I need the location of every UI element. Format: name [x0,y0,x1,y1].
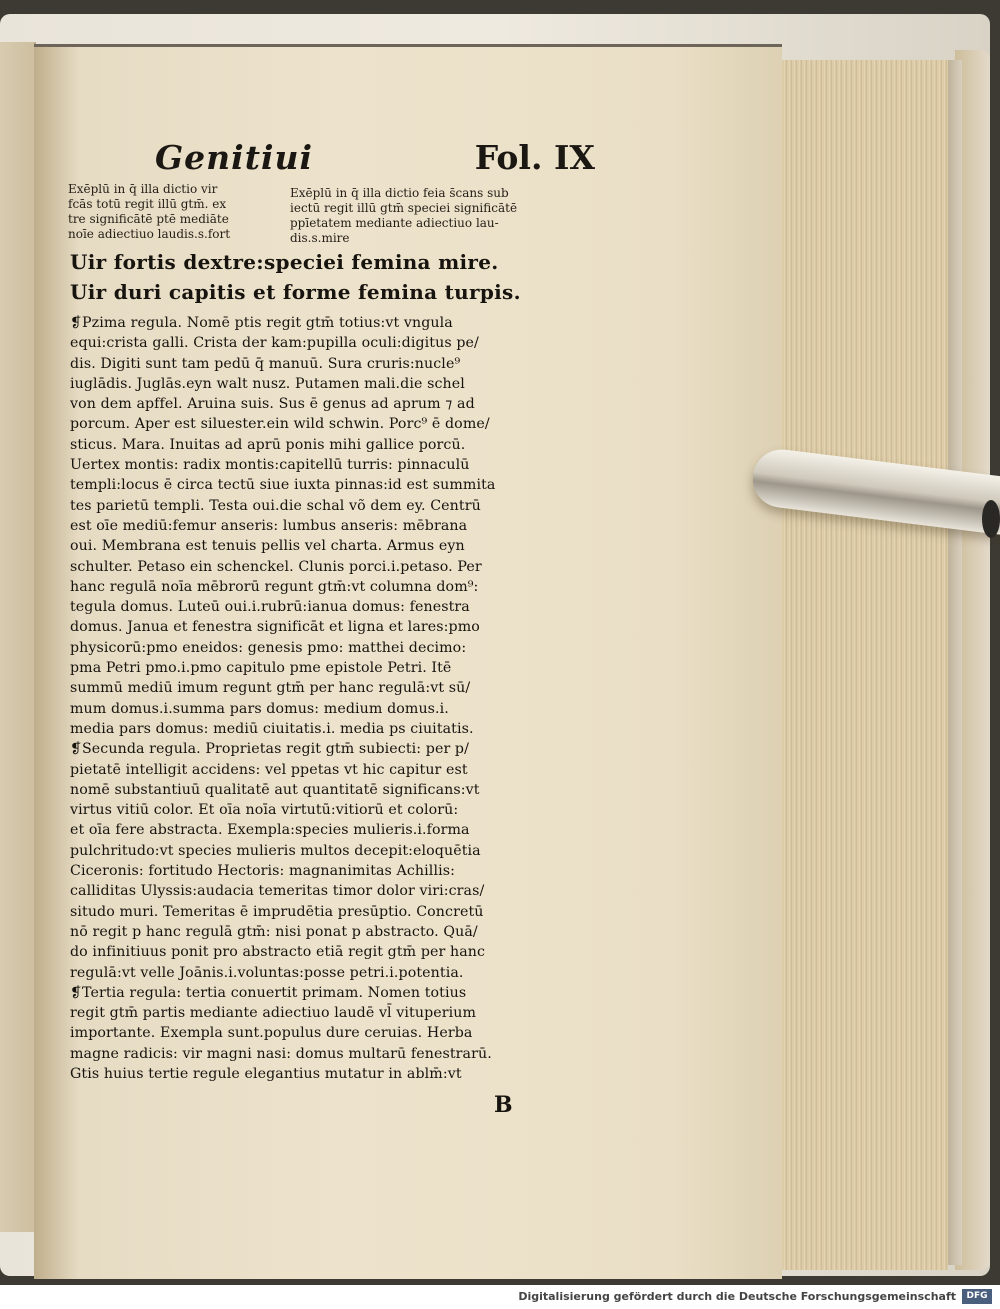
text-line: regit gtm̄ partis mediante adiectiuo laudē vl̄ vituperium [70,1005,477,1022]
text-line: pulchritudo:vt species mulieris multos decepit:eloquētia [70,842,481,859]
text-line: Ciceronis: fortitudo Hectoris: magnanimitas Achillis: [70,863,455,880]
text-line: porcum. Aper est siluester.ein wild schwin. Porc⁹ ē dome/ [70,416,490,433]
example-verse-1: Uir fortis dextre:speciei femina mire. [70,250,499,274]
text-line: pietatē intelligit accidens: vel ppetas vt hic capitur est [70,761,468,778]
page-block-shadow [948,60,962,1265]
text-line: Gtis huius tertie regule elegantius mutatur in ablm̄:vt [70,1065,462,1082]
text-line: ❡Pzima regula. Nomē ptis regit gtm̄ totius:vt vngula [70,315,453,331]
marginal-gloss-left [68,182,280,242]
text-line: nō regit p hanc regulā gtm̄: nisi ponat p abstracto. Quā/ [70,923,478,940]
text-line: mum domus.i.summa pars domus: medium domus.i. [70,700,449,717]
text-line: oui. Membrana est tenuis pellis vel charta. Armus eyn [70,538,465,555]
text-line: ❡Tertia regula: tertia conuertit primam. Nomen totius [70,984,467,1001]
text-line: do infinitiuus ponit pro abstracto etiā regit gtm̄ per hanc [70,944,486,961]
text-line: schulter. Petaso ein schenckel. Clunis porci.i.petaso. Per [70,558,482,575]
folio-number: Fol. IX [474,138,595,177]
text-line: magne radicis: vir magni nasi: domus multarū fenestrarū. [70,1045,492,1062]
gloss-line: tre significātē ptē mediāte [68,212,229,226]
text-line: nomē substantiuū qualitatē aut quantitatē significans:vt [70,781,480,798]
text-line: sticus. Mara. Inuitas ad aprū ponis mihi gallice porcū. [70,436,466,453]
text-line: von dem apffel. Aruina suis. Sus ē genus ad aprum ⁊ ad [70,396,475,413]
text-line: situdo muri. Temeritas ē imprudētia presūptio. Concretū [70,903,484,920]
text-line: Uertex montis: radix montis:capitellū turris: pinnaculū [70,457,470,474]
text-line: regulā:vt velle Joānis.i.voluntas:posse petri.i.potentia. [70,964,464,981]
gloss-line: fcās totū regit illū gtm̄. ex [68,197,227,211]
text-line: physicorū:pmo eneidos: genesis pmo: matthei decimo: [70,639,467,656]
text-line: domus. Janua et fenestra significāt et ligna et lares:pmo [70,619,480,636]
text-line: importante. Exempla sunt.populus dure ceruias. Herba [70,1025,473,1042]
text-line: tegula domus. Luteū oui.i.rubrū:ianua domus: fenestra [70,599,470,616]
text-line: hanc regulā noīa mēbrorū regunt gtm̄:vt columna dom⁹: [70,578,479,595]
signature-mark: B [494,1092,513,1118]
text-line: iuglādis. Juglās.eyn walt nusz. Putamen mali.die schel [70,375,465,392]
text-line: equi:crista galli. Crista der kam:pupilla oculi:digitus pe/ [70,335,479,352]
page-header [155,138,595,184]
gloss-line: Exēplū in q̄ illa dictio feia s̄cans sub [290,186,509,200]
facing-page-edge [0,42,36,1232]
funding-credit: Digitalisierung gefördert durch die Deutsche Forschungsgemeinschaft [518,1290,956,1303]
main-text-block [70,313,570,1084]
dfg-logo: DFG [962,1289,992,1304]
text-line: et oīa fere abstracta. Exempla:species mulieris.i.forma [70,822,470,839]
gloss-line: iectū regit illū gtm̄ speciei significātē [290,201,518,215]
text-line: ❡Secunda regula. Proprietas regit gtm̄ subiecti: per p/ [70,741,469,758]
text-line: media pars domus: mediū ciuitatis.i. media ps ciuitatis. [70,720,474,737]
gloss-line: Exēplū in q̄ illa dictio vir [68,182,218,196]
gloss-line: dis.s.mire [290,231,350,245]
gloss-line: ppīetatem mediante adiectiuo lau- [290,216,499,230]
text-line: templi:locus ē circa tectū siue iuxta pinnas:id est summita [70,477,496,494]
text-line: calliditas Ulyssis:audacia temeritas timor dolor viri:cras/ [70,883,485,900]
marginal-gloss-right [290,186,580,246]
footer-bar [0,1285,1000,1309]
text-line: summū mediū imum regunt gtm̄ per hanc regulā:vt sū/ [70,680,471,697]
example-verse-2: Uir duri capitis et forme femina turpis. [70,280,521,304]
page-holder-tip [982,500,1000,538]
text-line: dis. Digiti sunt tam pedū q̄ manuū. Sura cruris:nucle⁹ [70,355,461,372]
text-line: virtus vitiū color. Et oīa noīa virtutū:vitiorū et colorū: [70,802,459,819]
text-line: est oīe mediū:femur anseris: lumbus anseris: mēbrana [70,517,468,534]
text-line: pma Petri pmo.i.pmo capitulo pme epistole Petri. Itē [70,660,452,677]
gloss-line: noīe adiectiuo laudis.s.fort [68,227,231,241]
text-line: tes parietū templi. Testa oui.die schal võ dem ey. Centrū [70,497,481,514]
running-title: Genitiui [155,138,314,177]
page-block-edges [778,60,948,1270]
